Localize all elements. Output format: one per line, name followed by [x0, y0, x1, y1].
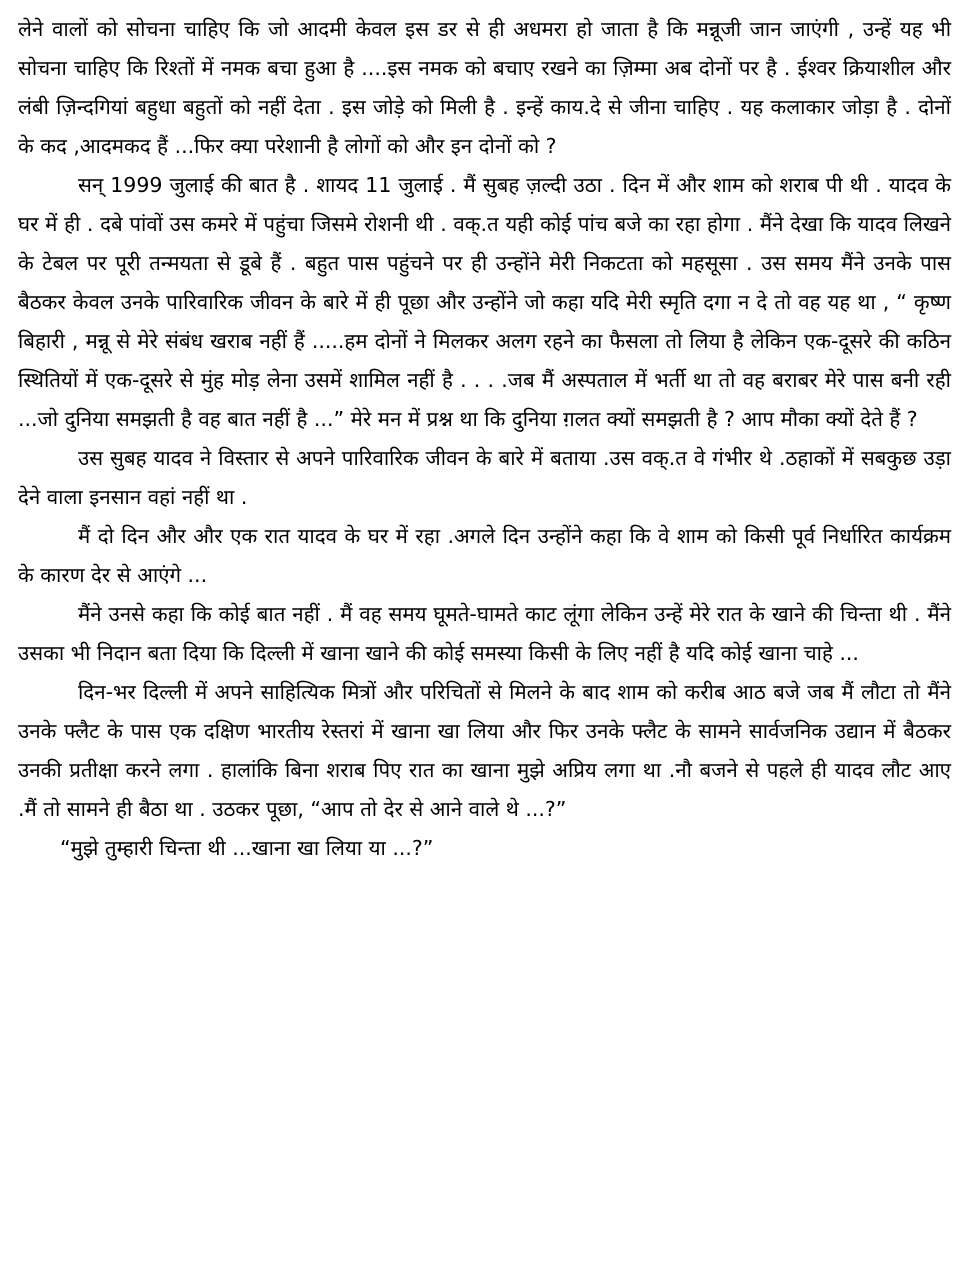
- paragraph-1: लेने वालों को सोचना चाहिए कि जो आदमी केवल इस डर से ही अधमरा हो जाता है कि मन्नूजी जान जाएंगी , उन्हें यह भी सोचना चाहिए कि रिश्तों में नमक बचा हुआ है ....इस नमक को बचाए रखने का ज़िम्मा अब दोनों पर है . ईश्वर क्रियाशील और लंबी ज़िन्दगियां बहुधा बहुतों को नहीं देता . इस जोड़े को मिली है . इन्हें काय.दे से जीना चाहिए . यह कलाकार जोड़ा है . दोनों के कद ,आदमकद हैं ...फिर क्या परेशानी है लोगों को और इन दोनों को ?: [18, 17, 951, 158]
- paragraph-4: मैं दो दिन और और एक रात यादव के घर में रहा .अगले दिन उन्होंने कहा कि वे शाम को किसी पूर्व निर्धारित कार्यक्रम के कारण देर से आएंगे ...: [18, 524, 951, 587]
- paragraph-7: “मुझे तुम्हारी चिन्ता थी ...खाना खा लिया या ...?”: [60, 836, 434, 860]
- paragraph-6: दिन-भर दिल्ली में अपने साहित्यिक मित्रों और परिचितों से मिलने के बाद शाम को करीब आठ बजे जब मैं लौटा तो मैंने उनके फ्लैट के पास एक दक्षिण भारतीय रेस्तरां में खाना खा लिया और फिर उनके फ्लैट के सामने सार्वजनिक उद्यान में बैठकर उनकी प्रतीक्षा करने लगा . हालांकि बिना शराब पिए रात का खाना मुझे अप्रिय लगा था .नौ बजने से पहले ही यादव लौट आए .मैं तो सामने ही बैठा था . उठकर पूछा, “आप तो देर से आने वाले थे ...?”: [18, 680, 951, 821]
- paragraph-5: मैंने उनसे कहा कि कोई बात नहीं . मैं वह समय घूमते-घामते काट लूंगा लेकिन उन्हें मेरे रात के खाने की चिन्ता थी . मैंने उसका भी निदान बता दिया कि दिल्ली में खाना खाने की कोई समस्या किसी के लिए नहीं है यदि कोई खाना चाहे ...: [18, 602, 951, 665]
- paragraph-2: सन् 1999 जुलाई की बात है . शायद 11 जुलाई . मैं सुबह ज़ल्दी उठा . दिन में और शाम को शराब पी थी . यादव के घर में ही . दबे पांवों उस कमरे में पहुंचा जिसमे रोशनी थी . वक्.त यही कोई पांच बजे का रहा होगा . मैंने देखा कि यादव लिखने के टेबल पर पूरी तन्मयता से डूबे हैं . बहुत पास पहुंचने पर ही उन्होंने मेरी निकटता को महसूसा . उस समय मैंने उनके पास बैठकर केवल उनके पारिवारिक जीवन के बारे में ही पूछा और उन्होंने जो कहा यदि मेरी स्मृति दगा न दे तो वह यह था , “ कृष्ण बिहारी , मन्नू से मेरे संबंध खराब नहीं हैं .....हम दोनों ने मिलकर अलग रहने का फैसला तो लिया है लेकिन एक-दूसरे की कठिन स्थितियों में एक-दूसरे से मुंह मोड़ लेना उसमें शामिल नहीं है . . . .जब मैं अस्पताल में भर्ती था तो वह बराबर मेरे पास बनी रही ...जो दुनिया समझती है वह बात नहीं है ...” मेरे मन में प्रश्न था कि दुनिया ग़लत क्यों समझती है ? आप मौका क्यों देते हैं ?: [18, 173, 951, 431]
- paragraph-3: उस सुबह यादव ने विस्तार से अपने पारिवारिक जीवन के बारे में बताया .उस वक्.त वे गंभीर थे .ठहाकों में सबकुछ उड़ा देने वाला इनसान वहां नहीं था .: [18, 446, 951, 509]
